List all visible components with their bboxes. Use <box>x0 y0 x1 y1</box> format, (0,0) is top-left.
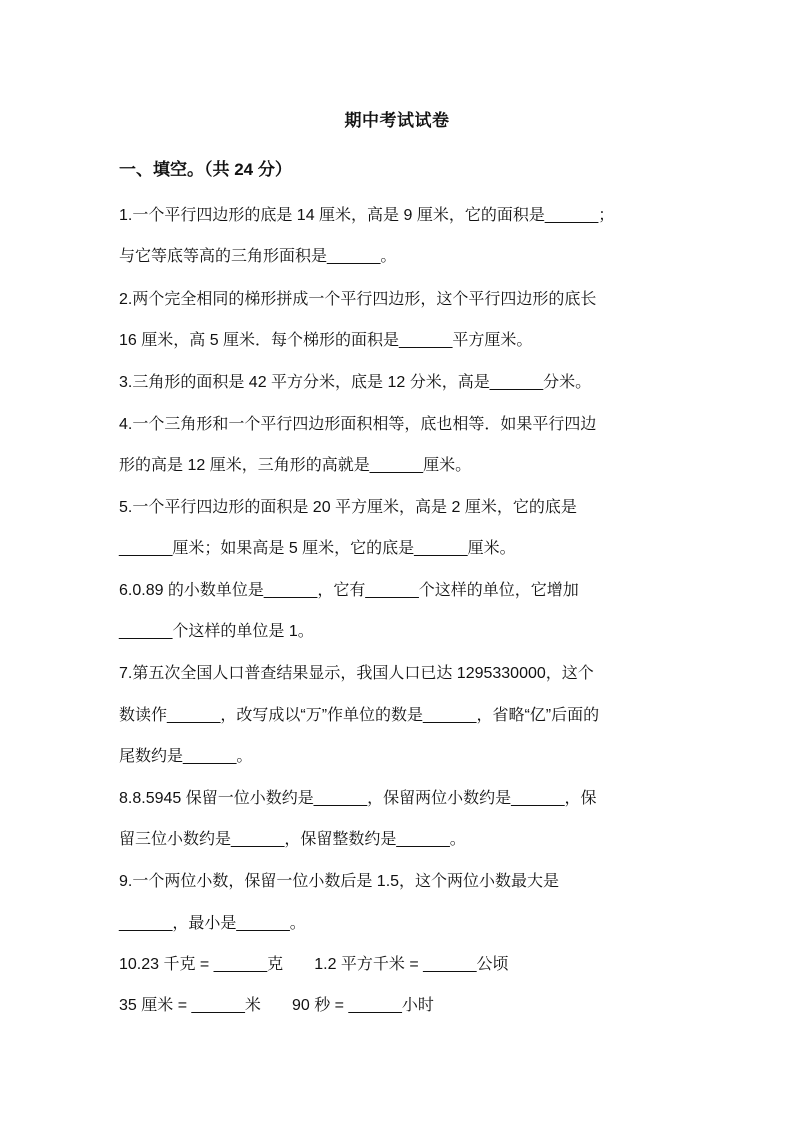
question-line: 4.一个三角形和一个平行四边形面积相等，底也相等．如果平行四边 <box>119 416 597 433</box>
question-line: 16 厘米，高 5 厘米．每个梯形的面积是______平方厘米。 <box>119 332 533 349</box>
question-line: 5.一个平行四边形的面积是 20 平方厘米，高是 2 厘米，它的底是 <box>119 499 577 516</box>
question-line: 2.两个完全相同的梯形拼成一个平行四边形，这个平行四边形的底长 <box>119 291 597 308</box>
question-line: 形的高是 12 厘米，三角形的高就是______厘米。 <box>119 457 472 474</box>
question-line: 1.一个平行四边形的底是 14 厘米，高是 9 厘米，它的面积是______； <box>119 207 615 224</box>
question-line: 9.一个两位小数，保留一位小数后是 1.5，这个两位小数最大是 <box>119 873 560 890</box>
question-line: 尾数约是______。 <box>119 748 253 765</box>
question-line: 10.23 千克 = ______克 1.2 平方千米 = ______公顷 <box>119 956 509 973</box>
question-line: 7.第五次全国人口普查结果显示，我国人口已达 1295330000，这个 <box>119 665 594 682</box>
question-line: 3.三角形的面积是 42 平方分米，底是 12 分米，高是______分米。 <box>119 374 592 391</box>
question-line: ______厘米；如果高是 5 厘米，它的底是______厘米。 <box>119 540 516 557</box>
question-line: 与它等底等高的三角形面积是______。 <box>119 248 397 265</box>
question-line: 留三位小数约是______，保留整数约是______。 <box>119 831 466 848</box>
question-line: 数读作______，改写成以“万”作单位的数是______，省略“亿”后面的 <box>119 707 600 724</box>
page-title: 期中考试试卷 <box>344 111 450 130</box>
section-heading: 一、填空。（共 24 分） <box>119 160 292 179</box>
question-line: 35 厘米 = ______米 90 秒 = ______小时 <box>119 997 434 1014</box>
question-line: ______个这样的单位是 1。 <box>119 623 314 640</box>
question-line: 8.8.5945 保留一位小数约是______，保留两位小数约是______，保 <box>119 790 597 807</box>
question-line: ______，最小是______。 <box>119 915 306 932</box>
question-line: 6.0.89 的小数单位是______，它有______个这样的单位，它增加 <box>119 582 579 599</box>
